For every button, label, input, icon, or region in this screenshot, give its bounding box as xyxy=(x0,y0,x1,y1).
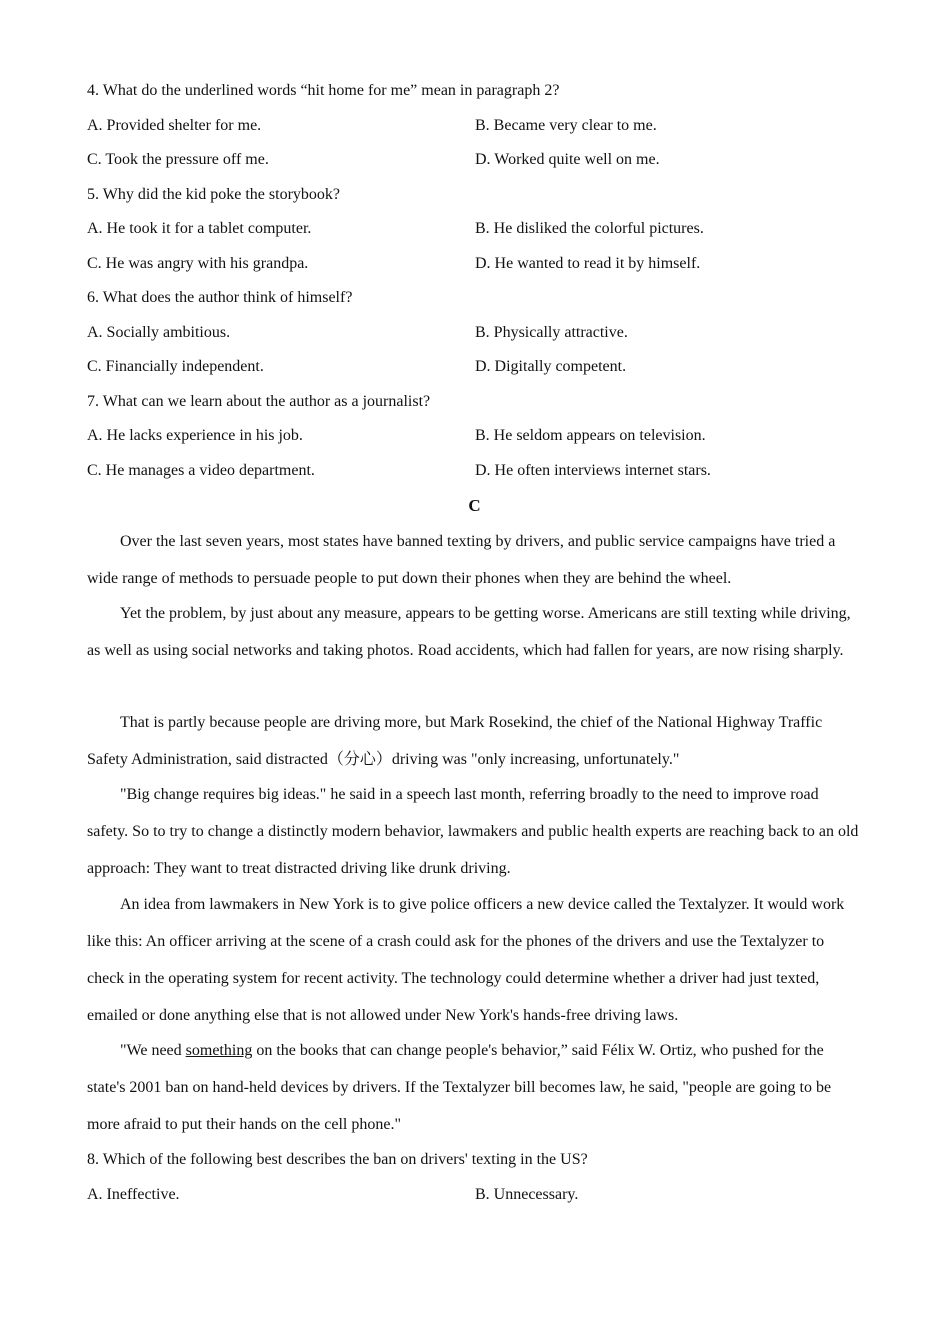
question-5: 5. Why did the kid poke the storybook? xyxy=(87,186,340,203)
passage-paragraph-5: An idea from lawmakers in New York is to give police officers a new device called the Textalyzer. It would work like this: An officer arriving at the scene of a crash could ask for the phones of the drivers and use the Textalyzer to check in the operating system for recent activity. The technology could determine whether a driver had just texted, emailed or done anything else that is not allowed under New York's hands-free driving laws. xyxy=(87,896,845,1024)
passage-paragraph-2: Yet the problem, by just about any measure, appears to be getting worse. Americans are still texting while driving, as well as using social networks and taking photos. Road accidents, which had fallen for years, are now rising sharply. xyxy=(87,605,851,659)
question-8: 8. Which of the following best describes the ban on drivers' texting in the US? xyxy=(87,1151,588,1168)
option-6a: A. Socially ambitious. xyxy=(87,324,231,341)
question-4: 4. What do the underlined words “hit home for me” mean in paragraph 2? xyxy=(87,82,560,99)
option-5b: B. He disliked the colorful pictures. xyxy=(475,220,704,237)
section-heading: C xyxy=(468,496,481,515)
passage-paragraph-4: "Big change requires big ideas." he said in a speech last month, referring broadly to the need to improve road safety. So to try to change a distinctly modern behavior, lawmakers and public health experts are reaching back to an old approach: They want to treat distracted driving like drunk driving. xyxy=(87,786,859,877)
option-6c: C. Financially independent. xyxy=(87,358,264,375)
passage-paragraph-1: Over the last seven years, most states have banned texting by drivers, and public service campaigns have tried a wide range of methods to persuade people to put down their phones when they are behind the wheel. xyxy=(87,533,836,587)
passage-paragraph-3: That is partly because people are driving more, but Mark Rosekind, the chief of the National Highway Traffic Safety Administration, said distracted（分心）driving was "only increasing, unfortunately." xyxy=(87,714,823,768)
option-6b: B. Physically attractive. xyxy=(475,324,628,341)
option-7b: B. He seldom appears on television. xyxy=(475,427,706,444)
option-8a: A. Ineffective. xyxy=(87,1186,180,1203)
paragraph-6-text-end: on the books that can change people's behavior,” said Félix W. Ortiz, who pushed for the state's 2001 ban on hand-held devices by drivers. If the Textalyzer bill becomes law, he said, "people are going to be more afraid to put their hands on the cell phone." xyxy=(87,1042,832,1133)
option-5a: A. He took it for a tablet computer. xyxy=(87,220,312,237)
underlined-word-something: something xyxy=(185,1042,253,1059)
option-4c: C. Took the pressure off me. xyxy=(87,151,269,168)
question-6: 6. What does the author think of himself? xyxy=(87,289,353,306)
option-7a: A. He lacks experience in his job. xyxy=(87,427,303,444)
passage-paragraph-6 xyxy=(87,1032,862,1143)
option-5d: D. He wanted to read it by himself. xyxy=(475,255,701,272)
option-6d: D. Digitally competent. xyxy=(475,358,627,375)
option-4b: B. Became very clear to me. xyxy=(475,117,657,134)
option-4d: D. Worked quite well on me. xyxy=(475,151,660,168)
option-8b: B. Unnecessary. xyxy=(475,1186,579,1203)
option-7d: D. He often interviews internet stars. xyxy=(475,462,711,479)
option-5c: C. He was angry with his grandpa. xyxy=(87,255,309,272)
option-7c: C. He manages a video department. xyxy=(87,462,315,479)
paragraph-6-text-start: "We need xyxy=(120,1042,186,1059)
option-4a: A. Provided shelter for me. xyxy=(87,117,262,134)
question-7: 7. What can we learn about the author as a journalist? xyxy=(87,393,431,410)
